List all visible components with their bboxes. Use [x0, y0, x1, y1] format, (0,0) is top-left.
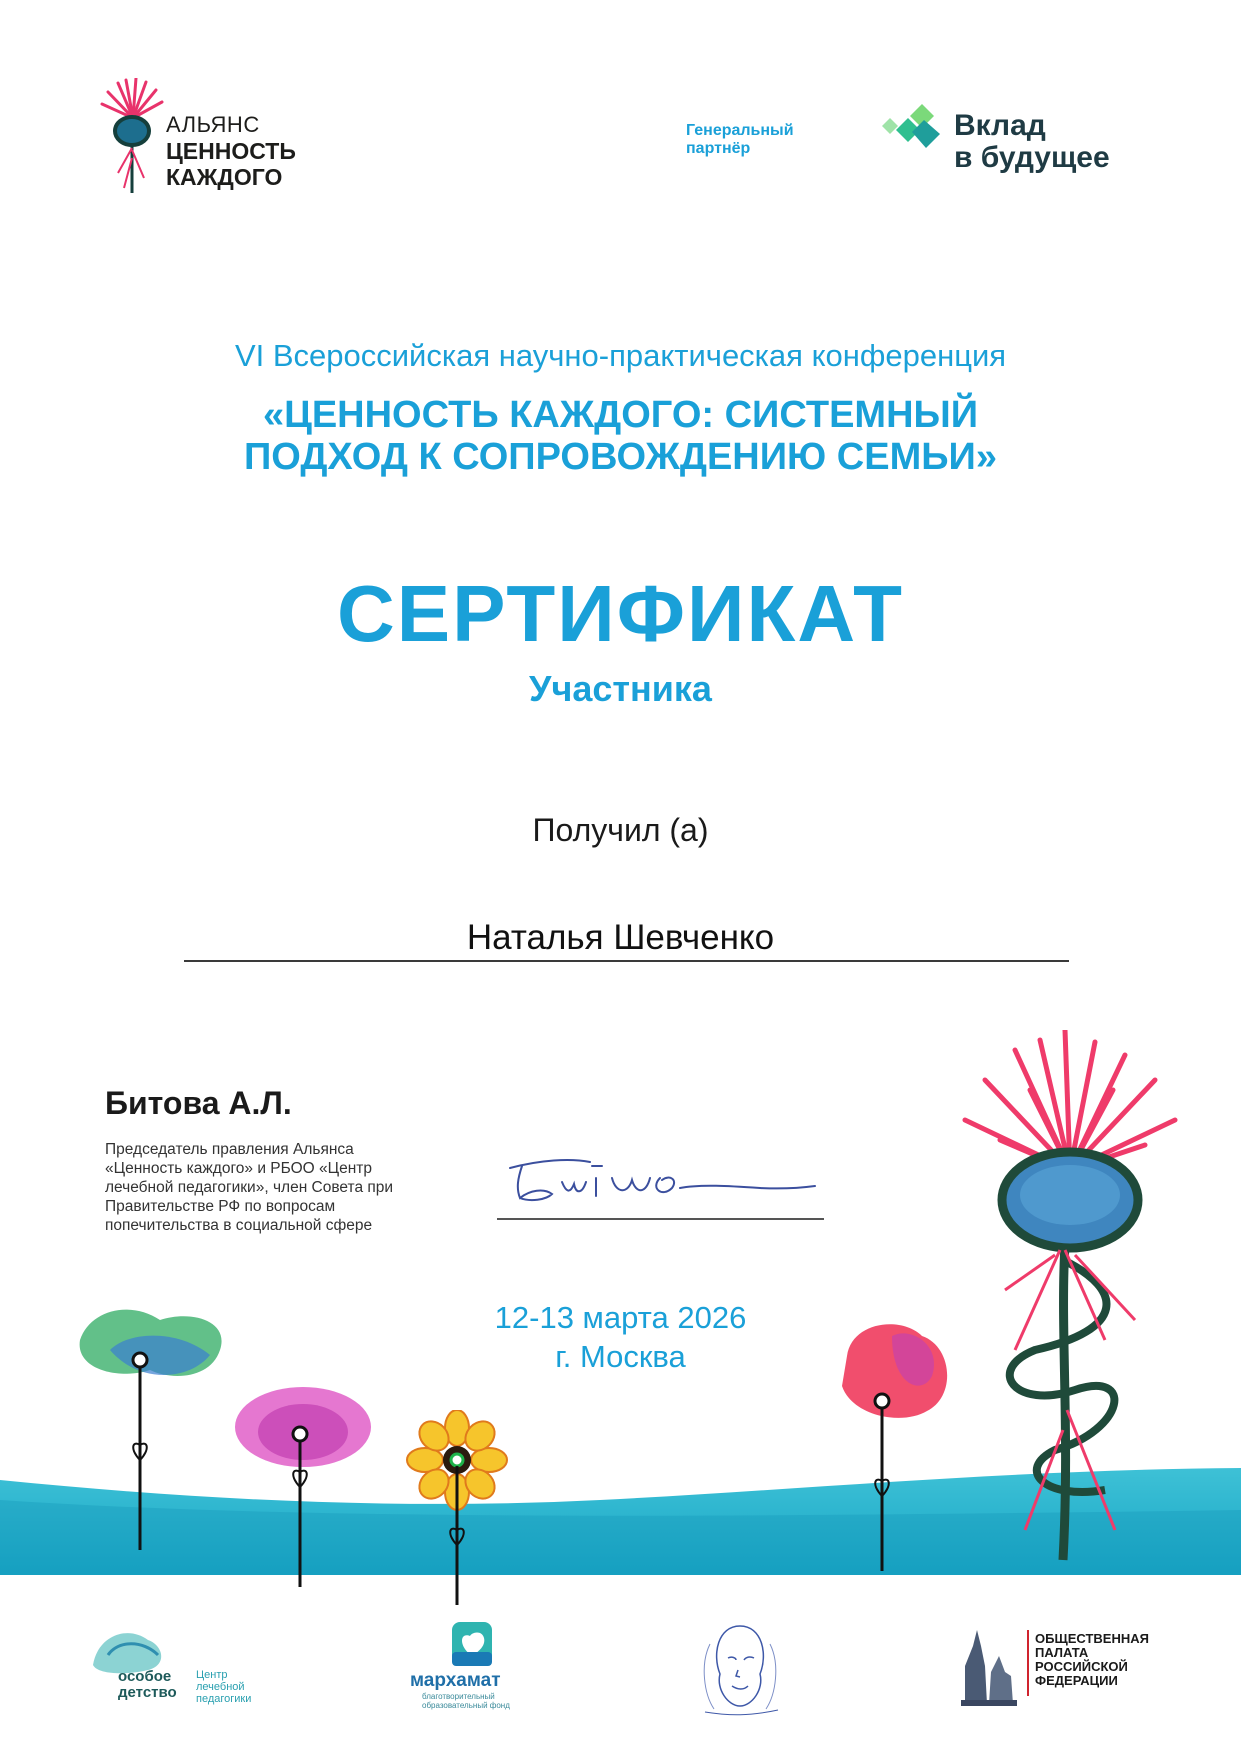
marhamat-heart-icon: [452, 1622, 492, 1666]
signature-line: [497, 1218, 824, 1220]
certificate-subtitle: Участника: [529, 668, 712, 709]
alliance-name: [166, 112, 296, 190]
conference-subtitle: VI Всероссийская научно-практическая конференция: [234, 338, 1007, 373]
thistle-logo-icon: [98, 78, 168, 198]
woman-portrait-icon: [690, 1614, 790, 1719]
name-underline: [184, 960, 1069, 962]
osoboe-line2: детство: [118, 1684, 177, 1701]
marhamat-tagline2: образовательный фонд: [422, 1701, 510, 1710]
conference-title-line1: «ЦЕННОСТЬ КАЖДОГО: СИСТЕМНЫЙ: [262, 394, 979, 436]
alliance-line2: ЦЕННОСТЬ: [166, 138, 296, 164]
alliance-line1: АЛЬЯНС: [166, 112, 260, 137]
vklad-logo: [878, 104, 948, 156]
portrait-logo: [690, 1614, 790, 1719]
vklad-line2: в будущее: [954, 141, 1110, 174]
partner-label-line1: Генеральный: [686, 122, 794, 139]
conference-title: [0, 394, 1241, 478]
marhamat-name: мархамат: [410, 1670, 501, 1691]
conference-title-line2: ПОДХОД К СОПРОВОЖДЕНИЮ СЕМЬИ»: [243, 436, 998, 478]
monument-icon: [955, 1626, 1025, 1706]
osoboe-detstvo-logo: [88, 1625, 288, 1715]
recipient-name: Наталья Шевченко: [466, 918, 775, 957]
alliance-line3: КАЖДОГО: [166, 164, 283, 190]
vklad-name: [954, 110, 1110, 174]
osoboe-side3: педагогики: [196, 1693, 252, 1705]
marhamat-tagline1: благотворительный: [422, 1692, 495, 1701]
oprf-line2: ПАЛАТА: [1035, 1645, 1089, 1660]
oprf-line4: ФЕДЕРАЦИИ: [1035, 1673, 1118, 1688]
flower-yellow-illustration: [392, 1410, 522, 1610]
signatory-role: Председатель правления Альянса «Ценность каждого» и РБОО «Центр лечебной педагогики», член Совета при Правительстве РФ по вопросам попечительства в социальной сфере: [105, 1141, 394, 1234]
received-label: Получил (а): [532, 812, 709, 848]
alliance-logo: [98, 78, 168, 198]
osoboe-side2: лечебной: [196, 1681, 245, 1693]
handwritten-signature-icon: [500, 1148, 820, 1208]
thistle-illustration: [955, 1030, 1185, 1590]
oprf-line1: ОБЩЕСТВЕННАЯ: [1035, 1631, 1149, 1646]
flower-blue-illustration: [70, 1300, 240, 1560]
vklad-line1: Вклад: [954, 109, 1046, 142]
certificate-title: СЕРТИФИКАТ: [336, 569, 905, 658]
osoboe-side1: Центр: [196, 1669, 228, 1681]
marhamat-logo: [408, 1622, 538, 1712]
flower-red-illustration: [832, 1316, 962, 1576]
signatory-name: Битова А.Л.: [105, 1085, 292, 1121]
flower-pink-illustration: [228, 1372, 378, 1592]
general-partner-label: [686, 122, 794, 158]
oprf-line3: РОССИЙСКОЙ: [1035, 1659, 1128, 1674]
oprf-logo: [955, 1626, 1155, 1706]
osoboe-line1: особое: [118, 1668, 172, 1685]
event-dates: 12-13 марта 2026: [494, 1300, 747, 1335]
vklad-diamond-icon: [878, 104, 948, 156]
signature: [500, 1148, 820, 1208]
event-city: г. Москва: [555, 1339, 686, 1374]
partner-label-line2: партнёр: [686, 140, 751, 157]
